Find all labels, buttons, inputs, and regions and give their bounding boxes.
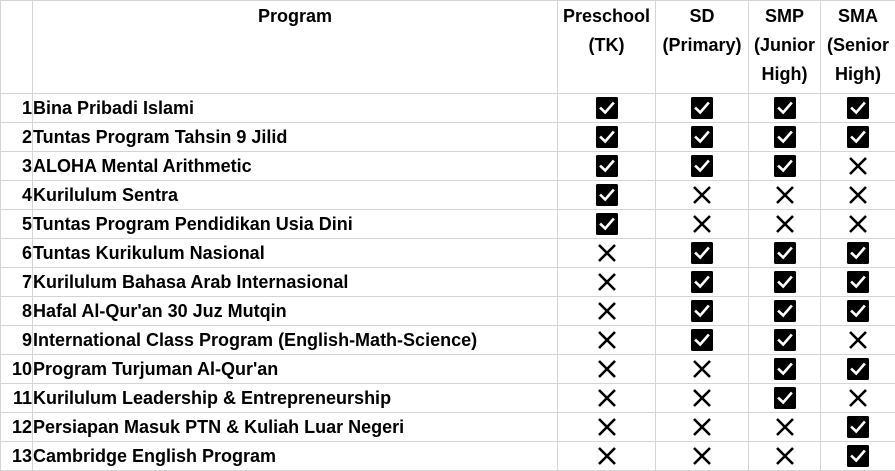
table-row — [1, 152, 895, 181]
availability-cell — [749, 123, 821, 152]
level-header-line: High) — [835, 64, 881, 84]
program-name: International Class Program (English-Math-Science) — [33, 326, 558, 355]
checkbox-checked-icon — [847, 271, 869, 293]
table-row — [1, 94, 895, 123]
availability-cell — [821, 181, 895, 210]
table-row — [1, 210, 895, 239]
table-row — [1, 355, 895, 384]
checkbox-checked-icon — [596, 97, 618, 119]
level-header-line: (Senior — [826, 35, 889, 55]
checkbox-checked-icon — [847, 445, 869, 467]
table-row — [1, 442, 895, 471]
checkbox-checked-icon — [691, 242, 713, 264]
cross-icon — [596, 387, 618, 409]
cross-icon — [774, 416, 796, 438]
program-name: Kurilulum Bahasa Arab Internasional — [33, 268, 558, 297]
checkbox-checked-icon — [691, 97, 713, 119]
cross-icon — [596, 329, 618, 351]
preschool-header — [558, 1, 656, 94]
cross-icon — [691, 445, 713, 467]
availability-cell — [749, 355, 821, 384]
table-row — [1, 239, 895, 268]
cross-icon — [596, 416, 618, 438]
availability-cell — [656, 442, 749, 471]
availability-cell — [821, 268, 895, 297]
table-row — [1, 413, 895, 442]
checkbox-checked-icon — [847, 300, 869, 322]
availability-cell — [656, 94, 749, 123]
cross-icon — [691, 213, 713, 235]
availability-cell — [558, 355, 656, 384]
availability-cell — [558, 239, 656, 268]
level-header-line: SMA — [838, 6, 878, 26]
program-name: Cambridge English Program — [33, 442, 558, 471]
availability-cell — [656, 181, 749, 210]
availability-cell — [749, 152, 821, 181]
header-row — [1, 1, 895, 94]
cross-icon — [596, 271, 618, 293]
row-number: 8 — [1, 297, 33, 326]
level-header-line: SD — [689, 6, 715, 26]
cross-icon — [847, 184, 869, 206]
row-number: 3 — [1, 152, 33, 181]
availability-cell — [749, 384, 821, 413]
checkbox-checked-icon — [774, 242, 796, 264]
program-name: Hafal Al-Qur'an 30 Juz Mutqin — [33, 297, 558, 326]
cross-icon — [847, 213, 869, 235]
checkbox-checked-icon — [691, 329, 713, 351]
row-number: 12 — [1, 413, 33, 442]
program-name: Kurilulum Leadership & Entrepreneurship — [33, 384, 558, 413]
availability-cell — [558, 268, 656, 297]
availability-cell — [656, 355, 749, 384]
level-header-line: Preschool — [562, 6, 651, 26]
checkbox-checked-icon — [774, 387, 796, 409]
program-rows — [1, 94, 895, 471]
availability-cell — [821, 442, 895, 471]
availability-cell — [821, 239, 895, 268]
availability-cell — [749, 94, 821, 123]
checkbox-checked-icon — [774, 97, 796, 119]
availability-cell — [656, 123, 749, 152]
program-name: Bina Pribadi Islami — [33, 94, 558, 123]
availability-cell — [821, 152, 895, 181]
availability-cell — [749, 210, 821, 239]
level-header-line: High) — [761, 64, 808, 84]
cross-icon — [596, 300, 618, 322]
availability-cell — [656, 239, 749, 268]
checkbox-checked-icon — [596, 155, 618, 177]
row-number: 1 — [1, 94, 33, 123]
cross-icon — [774, 184, 796, 206]
availability-cell — [749, 268, 821, 297]
smp-header — [749, 1, 821, 94]
cross-icon — [847, 387, 869, 409]
table-row — [1, 123, 895, 152]
row-number: 9 — [1, 326, 33, 355]
level-header-line: (Primary) — [662, 35, 742, 55]
program-name: Persiapan Masuk PTN & Kuliah Luar Negeri — [33, 413, 558, 442]
availability-cell — [821, 94, 895, 123]
availability-cell — [821, 355, 895, 384]
row-number: 13 — [1, 442, 33, 471]
cross-icon — [691, 184, 713, 206]
cross-icon — [596, 242, 618, 264]
checkbox-checked-icon — [596, 213, 618, 235]
availability-cell — [558, 123, 656, 152]
availability-cell — [656, 384, 749, 413]
availability-cell — [821, 413, 895, 442]
cross-icon — [691, 416, 713, 438]
sd-header — [656, 1, 749, 94]
availability-cell — [821, 384, 895, 413]
program-name: Program Turjuman Al-Qur'an — [33, 355, 558, 384]
checkbox-checked-icon — [847, 416, 869, 438]
availability-cell — [558, 210, 656, 239]
availability-cell — [749, 413, 821, 442]
row-number: 5 — [1, 210, 33, 239]
availability-cell — [558, 297, 656, 326]
level-header-line: (Junior — [754, 35, 815, 55]
availability-cell — [821, 210, 895, 239]
availability-cell — [558, 442, 656, 471]
table-row — [1, 297, 895, 326]
checkbox-checked-icon — [774, 155, 796, 177]
checkbox-checked-icon — [847, 97, 869, 119]
table-row — [1, 268, 895, 297]
availability-cell — [656, 152, 749, 181]
level-header-line: SMP — [764, 6, 804, 26]
availability-cell — [749, 326, 821, 355]
availability-cell — [558, 94, 656, 123]
availability-cell — [656, 297, 749, 326]
program-name: Tuntas Program Pendidikan Usia Dini — [33, 210, 558, 239]
availability-cell — [821, 326, 895, 355]
sma-header — [821, 1, 895, 94]
checkbox-checked-icon — [847, 126, 869, 148]
checkbox-checked-icon — [847, 358, 869, 380]
cross-icon — [847, 155, 869, 177]
availability-cell — [558, 152, 656, 181]
row-number: 10 — [1, 355, 33, 384]
cross-icon — [596, 445, 618, 467]
program-name: Kurilulum Sentra — [33, 181, 558, 210]
availability-cell — [656, 413, 749, 442]
program-header: Program — [33, 1, 558, 94]
cross-icon — [774, 213, 796, 235]
row-number: 6 — [1, 239, 33, 268]
availability-cell — [749, 442, 821, 471]
cross-icon — [596, 358, 618, 380]
row-number: 2 — [1, 123, 33, 152]
level-header-line: (TK) — [588, 35, 625, 55]
checkbox-checked-icon — [691, 271, 713, 293]
availability-cell — [656, 210, 749, 239]
availability-cell — [749, 297, 821, 326]
checkbox-checked-icon — [774, 300, 796, 322]
checkbox-checked-icon — [691, 126, 713, 148]
checkbox-checked-icon — [691, 300, 713, 322]
program-name: Tuntas Kurikulum Nasional — [33, 239, 558, 268]
row-number: 4 — [1, 181, 33, 210]
row-number: 11 — [1, 384, 33, 413]
row-number: 7 — [1, 268, 33, 297]
cross-icon — [774, 445, 796, 467]
availability-cell — [558, 384, 656, 413]
checkbox-checked-icon — [774, 329, 796, 351]
availability-cell — [558, 326, 656, 355]
checkbox-checked-icon — [691, 155, 713, 177]
table-row — [1, 384, 895, 413]
cross-icon — [691, 387, 713, 409]
checkbox-checked-icon — [774, 358, 796, 380]
checkbox-checked-icon — [596, 126, 618, 148]
table-row — [1, 181, 895, 210]
checkbox-checked-icon — [847, 242, 869, 264]
checkbox-checked-icon — [774, 126, 796, 148]
program-name: Tuntas Program Tahsin 9 Jilid — [33, 123, 558, 152]
availability-cell — [749, 181, 821, 210]
availability-cell — [656, 268, 749, 297]
cross-icon — [691, 358, 713, 380]
availability-cell — [749, 239, 821, 268]
availability-cell — [558, 413, 656, 442]
availability-cell — [558, 181, 656, 210]
availability-cell — [821, 123, 895, 152]
cross-icon — [847, 329, 869, 351]
availability-cell — [821, 297, 895, 326]
table-row — [1, 326, 895, 355]
checkbox-checked-icon — [774, 271, 796, 293]
row-number-header — [1, 1, 33, 94]
availability-cell — [656, 326, 749, 355]
checkbox-checked-icon — [596, 184, 618, 206]
program-name: ALOHA Mental Arithmetic — [33, 152, 558, 181]
